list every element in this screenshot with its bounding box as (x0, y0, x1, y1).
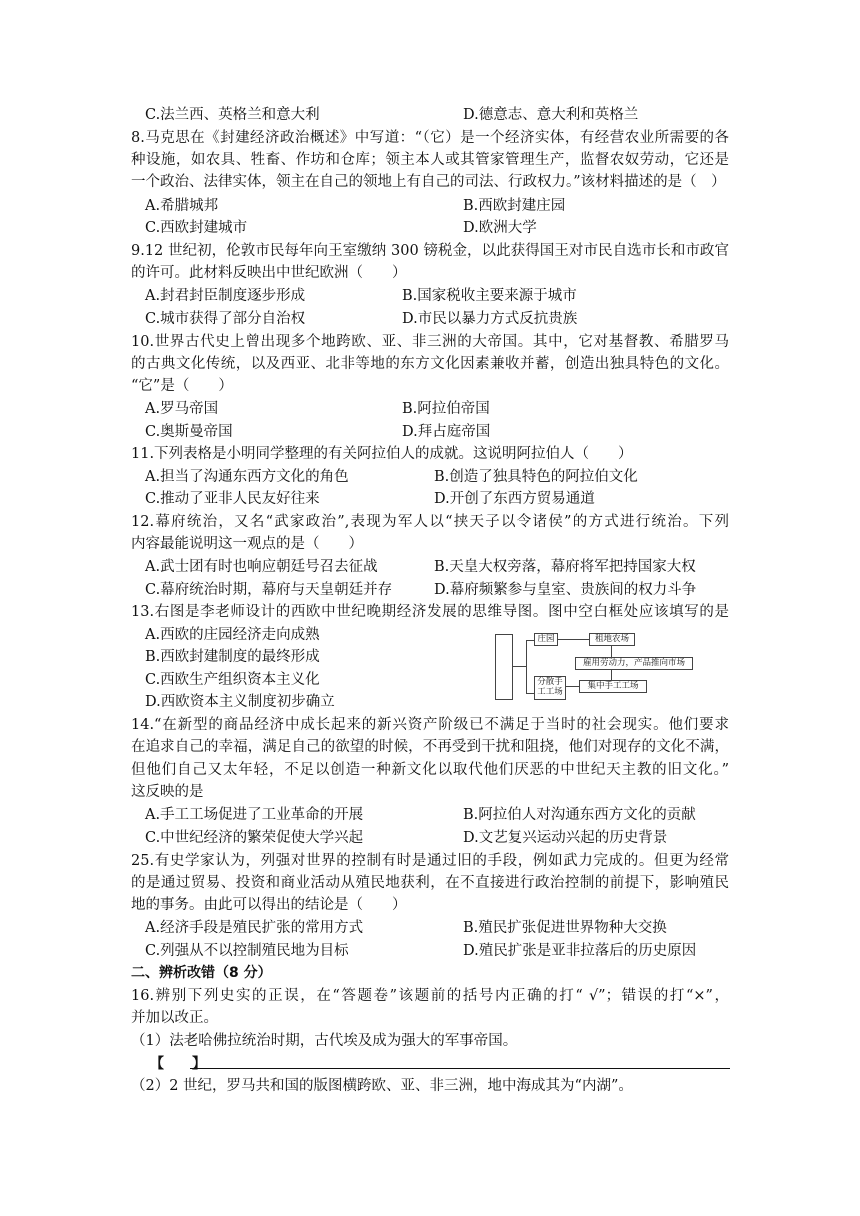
q25-stem-line3: 地的事务。由此可以得出的结论是（ ） (131, 897, 407, 913)
q16-stem-line1: 16.辨别下列史实的正误，在“答题卷”该题前的括号内正确的打“ √”；错误的打“×”， (131, 988, 729, 1004)
q12-option-a: A.武士团有时也响应朝廷号召去征战 (145, 559, 378, 575)
mind-map-connector (526, 640, 527, 694)
answer-line[interactable] (190, 1068, 730, 1069)
q16-item2: （2）2 世纪，罗马共和国的版图横跨欧、亚、非三洲，地中海成其为“内湖”。 (131, 1078, 633, 1094)
q10-stem-line3: “它”是（ ） (131, 378, 233, 394)
q10-option-c: C.奥斯曼帝国 (145, 424, 233, 440)
q12-option-c: C.幕府统治时期，幕府与天皇朝廷并存 (145, 582, 393, 598)
q14-stem-line4: 这反映的是 (131, 784, 204, 800)
q14-option-a: A.手工工场促进了工业革命的开展 (145, 807, 364, 823)
q25-option-d: D.殖民扩张是亚非拉落后的历史原因 (463, 943, 697, 959)
mind-map-arrow (557, 639, 589, 640)
q11-option-b: B.创造了独具特色的阿拉伯文化 (434, 469, 638, 485)
q12-option-d: D.幕府频繁参与皇室、贵族间的权力斗争 (434, 582, 697, 598)
q10-stem-line1: 10.世界古代史上曾出现多个地跨欧、亚、非三洲的大帝国。其中，它对基督教、希腊罗马 (131, 334, 729, 350)
q16-stem-line2: 并加以改正。 (131, 1010, 218, 1026)
q11-option-c: C.推动了亚非人民友好往来 (145, 491, 320, 507)
q9-option-a: A.封君封臣制度逐步形成 (145, 288, 306, 304)
mind-map-connector (526, 640, 534, 641)
mind-map-arrow (611, 669, 612, 680)
mind-map-arrow (565, 686, 579, 687)
q11-option-a: A.担当了沟通东西方文化的角色 (145, 469, 349, 485)
q12-stem-line2: 内容最能说明这一观点的是（ ） (131, 536, 363, 552)
q8-option-c: C.西欧封建城市 (145, 220, 248, 236)
mind-map-node-leased-farm: 租地农场 (589, 633, 635, 646)
q14-option-b: B.阿拉伯人对沟通东西方文化的贡献 (463, 807, 696, 823)
q8-option-b: B.西欧封建庄园 (463, 198, 566, 214)
answer-bracket: 【 】 (150, 1056, 206, 1072)
q7-option-d: D.德意志、意大利和英格兰 (463, 107, 639, 123)
q9-stem-line1: 9.12 世纪初，伦敦市民每年向王室缴纳 300 镑税金，以此获得国王对市民自选市长和市政官 (131, 243, 729, 259)
q25-option-a: A.经济手段是殖民扩张的常用方式 (145, 920, 364, 936)
q13-stem-line1: 13.右图是李老师设计的西欧中世纪晚期经济发展的思维导图。图中空白框处应该填写的是 (131, 604, 729, 620)
q10-stem-line2: 的古典文化传统，以及西亚、北非等地的东方文化因素兼收并蓄，创造出独具特色的文化。 (131, 356, 729, 372)
mind-map-node-wage-labor: 雇用劳动力，产品推向市场 (575, 657, 693, 670)
q13-option-c: C.西欧生产组织资本主义化 (145, 672, 320, 688)
mind-map-connector (512, 666, 526, 667)
q10-option-a: A.罗马帝国 (145, 401, 219, 417)
q12-stem-line1: 12.幕府统治，又名“武家政治”,表现为军人以“挟天子以令诸侯”的方式进行统治。下列 (131, 514, 729, 530)
q8-stem-line1: 8.马克思在《封建经济政治概述》中写道：“（它）是一个经济实体，有经营农业所需要的各 (131, 130, 729, 146)
q13-option-b: B.西欧封建制度的最终形成 (145, 649, 320, 665)
mind-map-node-manor: 庄园 (534, 633, 558, 646)
q10-option-d: D.拜占庭帝国 (402, 424, 491, 440)
mind-map-node-scattered-workshop: 分散手工工场 (534, 676, 566, 700)
q11-option-d: D.开创了东西方贸易通道 (434, 491, 595, 507)
q8-option-d: D.欧洲大学 (463, 220, 537, 236)
q8-option-a: A.希腊城邦 (145, 198, 219, 214)
q16-item1: （1）法老哈佛拉统治时期，古代埃及成为强大的军事帝国。 (131, 1033, 518, 1049)
q10-option-b: B.阿拉伯帝国 (402, 401, 490, 417)
q25-stem-line2: 的是通过贸易、投资和商业活动从殖民地获利，在不直接进行政治控制的前提下，影响殖民 (131, 875, 729, 891)
mind-map-blank-box (495, 634, 513, 700)
q13-option-d: D.西欧资本主义制度初步确立 (145, 694, 335, 710)
q7-option-c: C.法兰西、英格兰和意大利 (145, 107, 320, 123)
q12-option-b: B.天皇大权旁落，幕府将军把持国家大权 (434, 559, 696, 575)
section2-heading: 二、辨析改错（8 分） (131, 965, 272, 981)
q9-option-b: B.国家税收主要来源于城市 (402, 288, 577, 304)
q11-stem-line1: 11.下列表格是小明同学整理的有关阿拉伯人的成就。这说明阿拉伯人（ ） (131, 446, 633, 462)
q14-stem-line1: 14.“在新型的商品经济中成长起来的新兴资产阶级已不满足于当时的社会现实。他们要求 (131, 717, 729, 733)
q13-option-a: A.西欧的庄园经济走向成熟 (145, 627, 320, 643)
q9-stem-line2: 的许可。此材料反映出中世纪欧洲（ ） (131, 265, 407, 281)
q25-stem-line1: 25.有史学家认为，列强对世界的控制有时是通过旧的手段，例如武力完成的。但更为经常 (131, 853, 729, 869)
q9-option-c: C.城市获得了部分自治权 (145, 311, 306, 327)
q14-option-d: D.文艺复兴运动兴起的历史背景 (463, 830, 668, 846)
q14-option-c: C.中世纪经济的繁荣促使大学兴起 (145, 830, 364, 846)
mind-map-node-centralized-workshop: 集中手工工场 (579, 680, 647, 693)
mind-map-figure (495, 632, 707, 706)
mind-map-arrow (611, 645, 612, 657)
q9-option-d: D.市民以暴力方式反抗贵族 (402, 311, 578, 327)
q14-stem-line2: 在追求自己的幸福，满足自己的欲望的时候，不再受到干扰和阻挠，他们对现存的文化不满， (131, 739, 729, 755)
q25-option-b: B.殖民扩张促进世界物种大交换 (463, 920, 667, 936)
q14-stem-line3: 但他们自己又太年轻，不足以创造一种新文化以取代他们厌恶的中世纪天主教的旧文化。” (131, 762, 729, 778)
mind-map-connector (526, 693, 534, 694)
q8-stem-line3: 一个政治、法律实体，领主在自己的领地上有自己的司法、行政权力。”该材料描述的是（ ） (131, 174, 726, 190)
q25-option-c: C.列强从不以控制殖民地为目标 (145, 943, 349, 959)
q8-stem-line2: 种设施，如农具、牲畜、作坊和仓库；领主本人或其管家管理生产，监督农奴劳动，它还是 (131, 152, 729, 168)
